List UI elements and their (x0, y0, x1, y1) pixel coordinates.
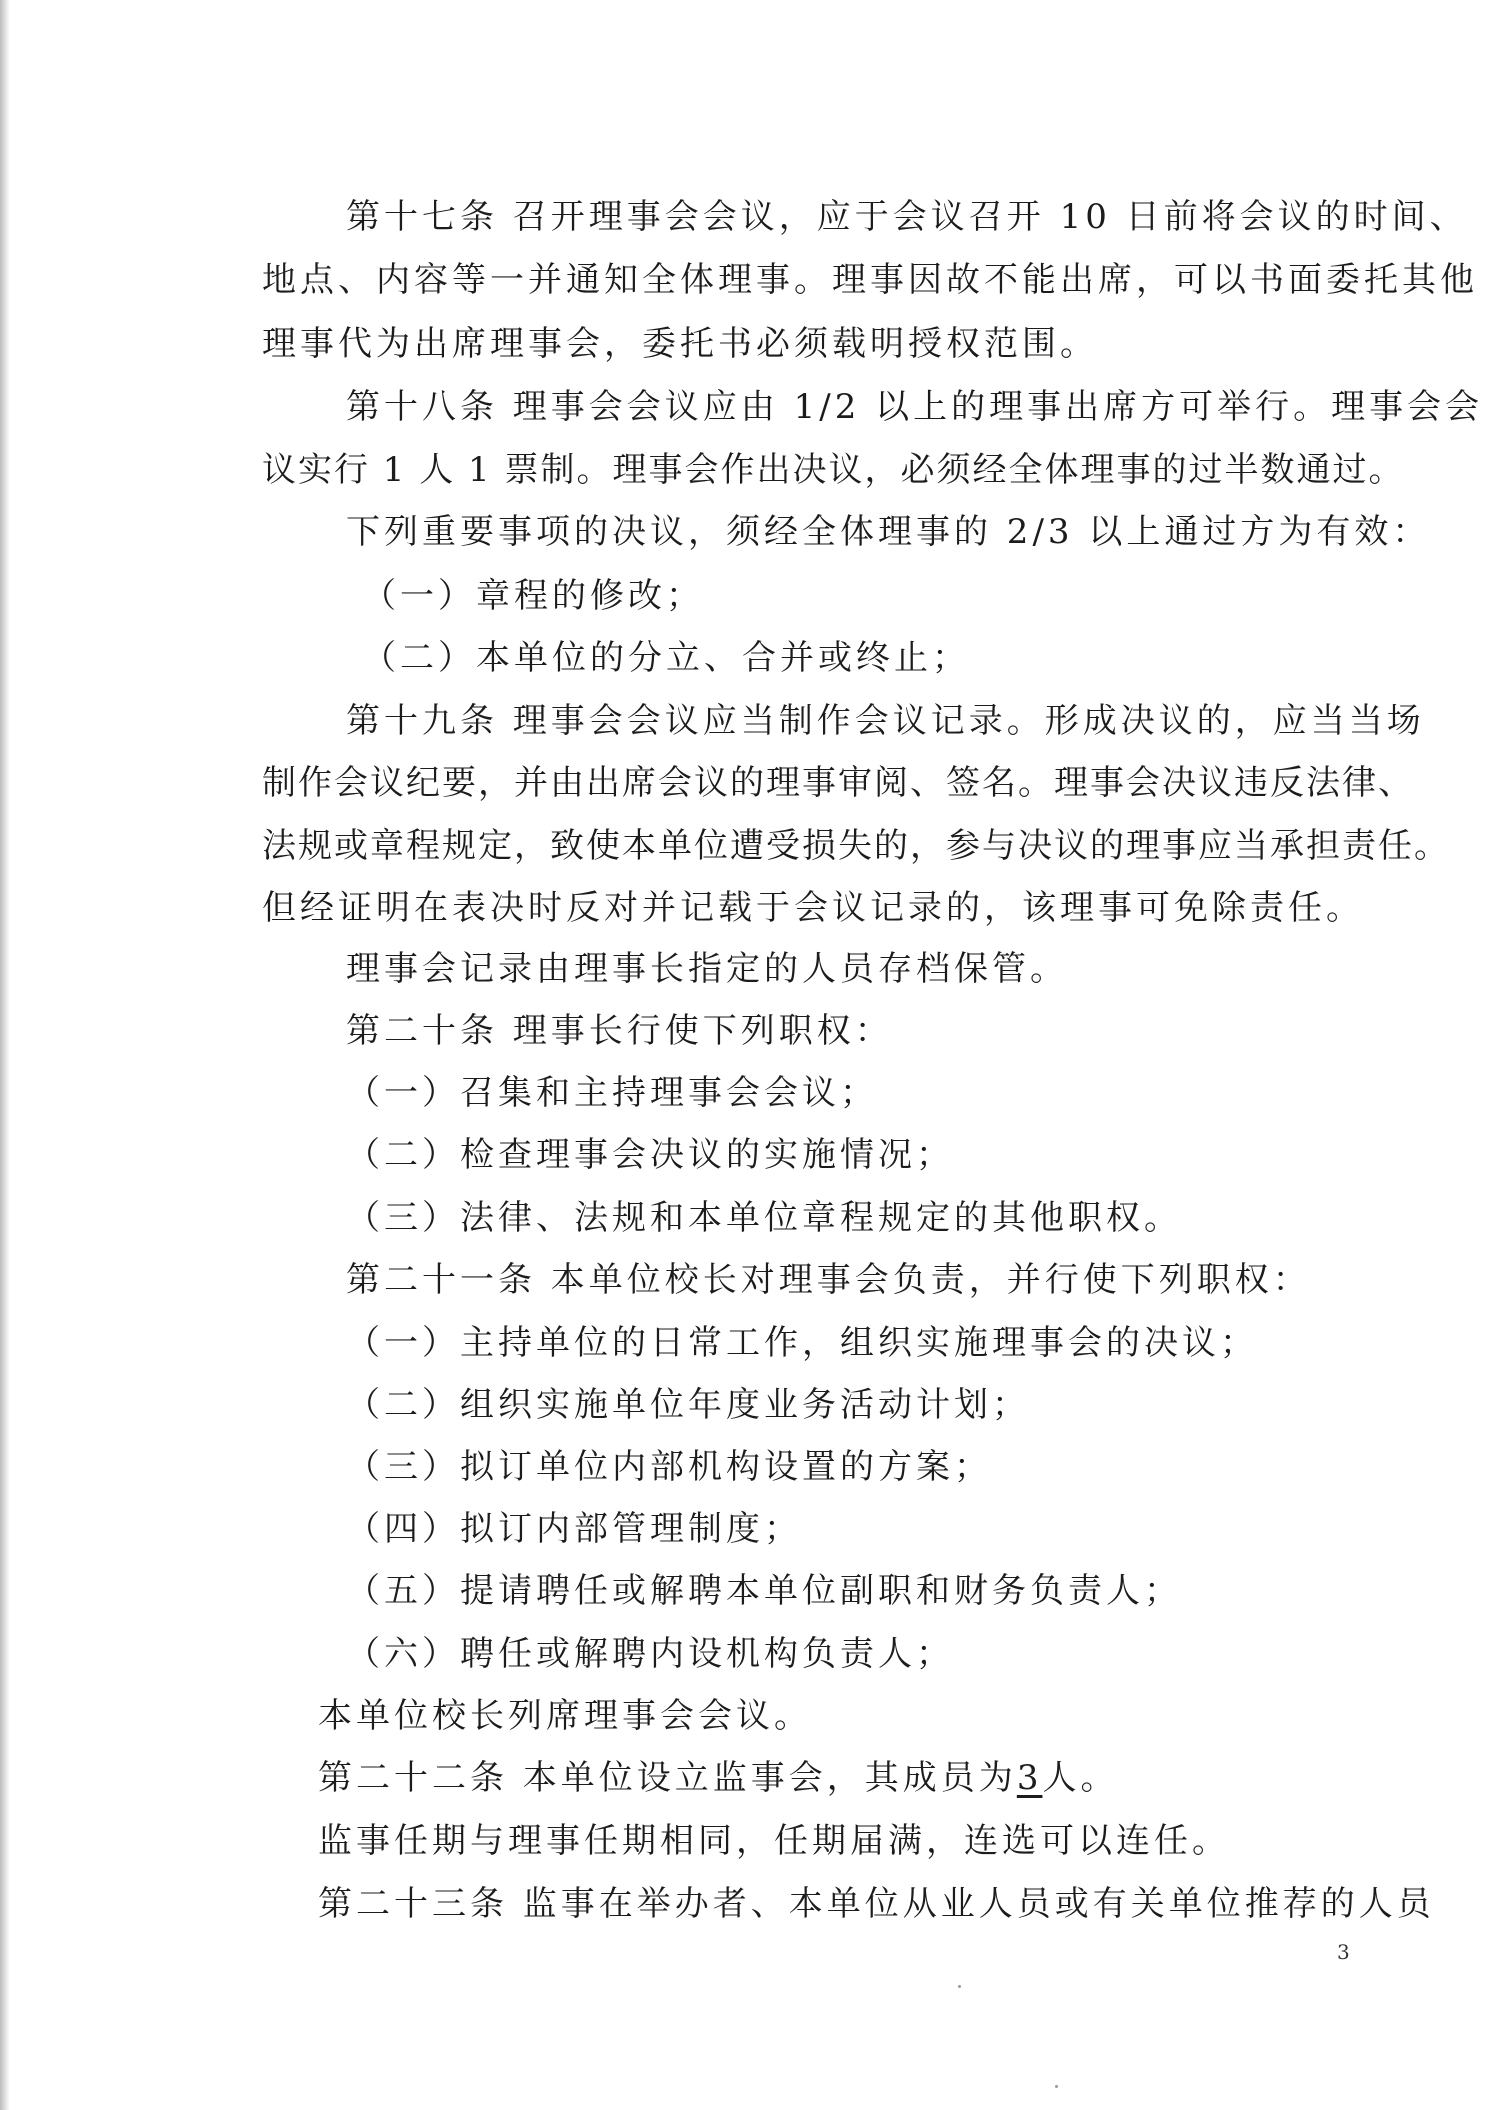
article-21-item-3: （三）拟订单位内部机构设置的方案； (346, 1447, 992, 1487)
article-18-line-3: 下列重要事项的决议，须经全体理事的 2/3 以上通过方为有效： (346, 512, 1431, 552)
article-22-text: 第二十二条 本单位设立监事会，其成员为 (318, 1758, 1017, 1798)
article-21-line-1: 第二十一条 本单位校长对理事会负责，并行使下列职权： (346, 1260, 1311, 1300)
article-22-suffix: 人。 (1042, 1758, 1119, 1798)
article-18-line-2: 议实行 1 人 1 票制。理事会作出决议，必须经全体理事的过半数通过。 (262, 450, 1405, 490)
article-21-item-4: （四）拟订内部管理制度； (346, 1509, 802, 1549)
article-17-line-3: 理事代为出席理事会，委托书必须载明授权范围。 (262, 324, 1098, 364)
article-20-item-2: （二）检查理事会决议的实施情况； (346, 1135, 954, 1175)
article-22-line-2: 监事任期与理事任期相同，任期届满，连选可以连任。 (318, 1821, 1230, 1861)
article-21-item-1: （一）主持单位的日常工作，组织实施理事会的决议； (346, 1323, 1258, 1363)
article-22-line-1 (318, 1754, 1118, 1802)
article-21-item-6: （六）聘任或解聘内设机构负责人； (346, 1634, 954, 1674)
article-21-item-2: （二）组织实施单位年度业务活动计划； (346, 1385, 1030, 1425)
article-17-line-2: 地点、内容等一并通知全体理事。理事因故不能出席，可以书面委托其他 (262, 260, 1478, 300)
article-20-item-1: （一）召集和主持理事会会议； (346, 1073, 878, 1113)
page-number: 3 (1337, 1940, 1350, 1964)
article-20-item-3: （三）法律、法规和本单位章程规定的其他职权。 (346, 1198, 1182, 1238)
article-19-line-3: 法规或章程规定，致使本单位遭受损失的，参与决议的理事应当承担责任。 (262, 826, 1450, 866)
scan-speck (958, 1985, 961, 1988)
scan-speck (1055, 2085, 1058, 2088)
article-19-line-4: 但经证明在表决时反对并记载于会议记录的，该理事可免除责任。 (262, 888, 1364, 928)
article-21-line-last: 本单位校长列席理事会会议。 (318, 1696, 812, 1736)
article-21-item-5: （五）提请聘任或解聘本单位副职和财务负责人； (346, 1571, 1182, 1611)
supervisor-count: 3 (1016, 1758, 1043, 1798)
article-23-line-1: 第二十三条 监事在举办者、本单位从业人员或有关单位推荐的人员 (318, 1884, 1435, 1924)
article-18-item-2: （二）本单位的分立、合并或终止； (362, 638, 970, 678)
article-18-line-1: 第十八条 理事会会议应由 1/2 以上的理事出席方可举行。理事会会 (346, 387, 1484, 427)
article-19-line-1: 第十九条 理事会会议应当制作会议记录。形成决议的，应当当场 (346, 701, 1425, 741)
article-19-line-2: 制作会议纪要，并由出席会议的理事审阅、签名。理事会决议违反法律、 (262, 763, 1414, 803)
article-20-line-1: 第二十条 理事长行使下列职权： (346, 1011, 893, 1051)
article-19-line-5: 理事会记录由理事长指定的人员存档保管。 (346, 949, 1068, 989)
article-17-line-1: 第十七条 召开理事会会议，应于会议召开 10 日前将会议的时间、 (346, 197, 1468, 237)
article-18-item-1: （一）章程的修改； (362, 576, 704, 616)
